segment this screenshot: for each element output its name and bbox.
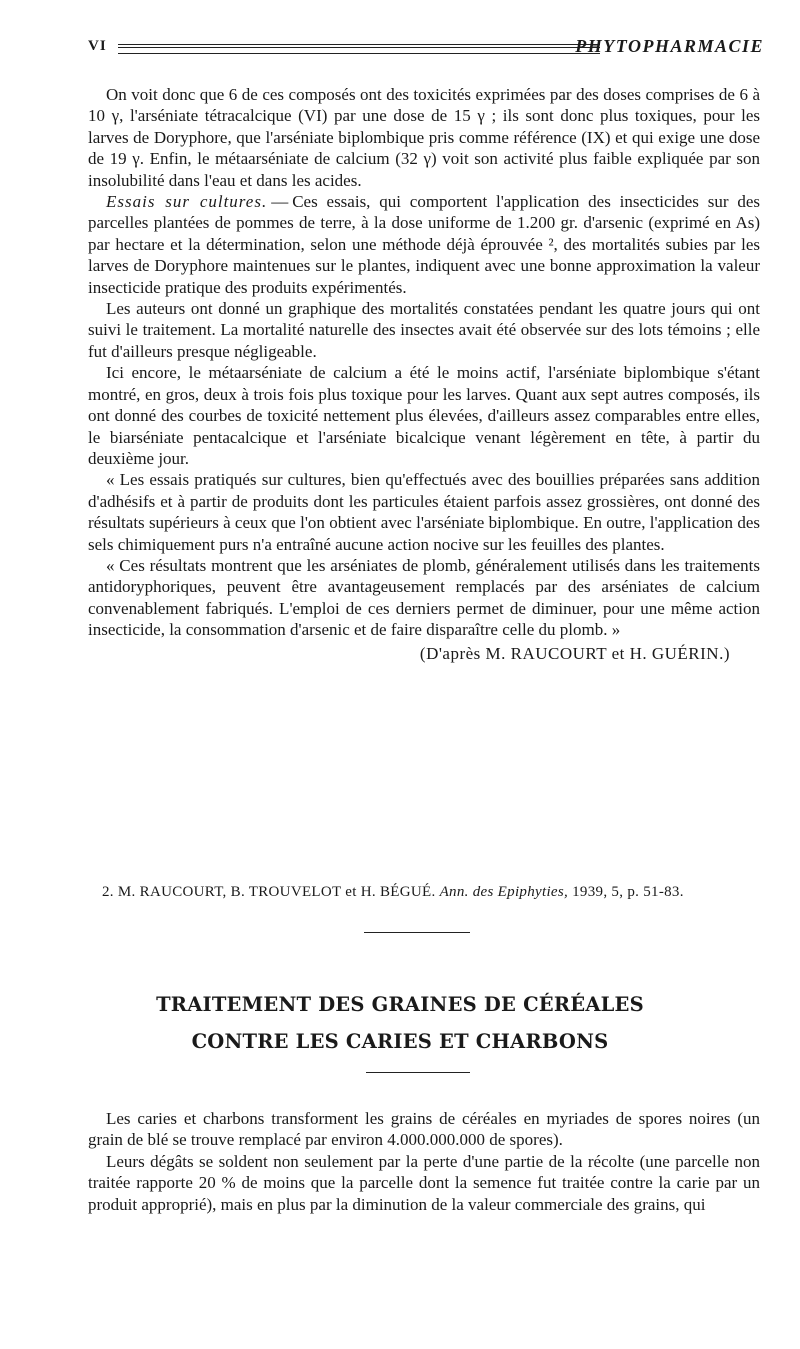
title-underline xyxy=(366,1072,470,1073)
paragraph xyxy=(88,191,760,298)
quoted-paragraph: « Les essais pratiqués sur cultures, bien qu'effectués avec des bouillies préparées sans addition d'adhésifs et à partir de produits dont les particules étaient parfois assez grossières, ont donné des résultats supérieurs à ceux que l'on obtient avec l'arséniate biplombique. En outre, l'application des sels chimiquement purs n'a entraîné aucune action nocive sur les feuilles des plantes. xyxy=(88,470,760,554)
section-divider xyxy=(364,932,470,933)
paragraph: Ici encore, le métaarséniate de calcium a été le moins actif, l'arséniate biplombique s'étant montré, en gros, deux à trois fois plus toxique pour les larves. Quant aux sept autres composés, ils ont donné des courbes de toxicité nettement plus élevées, d'ailleurs assez comparables entre elles, le biarséniate pentacalcique et l'arséniate bicalcique venant légèrement en tête, à partir du deuxième jour. xyxy=(88,363,760,468)
paragraph: Leurs dégâts se soldent non seulement par la perte d'une partie de la récolte (une parcelle non traitée rapporte 20 % de moins que la parcelle dont la semence fut traitée contre la carie par un produit approprié), mais en plus par la diminution de la valeur commerciale des grains, qui xyxy=(88,1151,760,1214)
running-header xyxy=(88,36,764,60)
attribution: (D'après M. RAUCOURT et H. GUÉRIN.) xyxy=(419,643,730,663)
paragraph: On voit donc que 6 de ces composés ont des toxicités exprimées par des doses comprises de 6 à 10 γ, l'arséniate tétracalcique (VI) par une dose de 15 γ ; ils sont donc plus toxiques, pour les larves de Doryphore, que l'arséniate biplombique pris comme référence (IX) et qui exige une dose de 19 γ. Enfin, le métaarséniate de calcium (32 γ) voit son activité plus faible expliquée par son insolubilité dans l'eau et dans les acides. xyxy=(88,85,760,190)
paragraph: Les caries et charbons transforment les grains de céréales en myriades de spores noires (un grain de blé se trouve remplacé par environ 4.000.000.000 de spores). xyxy=(88,1109,760,1150)
footnote-marker: 2. xyxy=(102,884,114,900)
footnote xyxy=(88,882,760,902)
section-body xyxy=(88,1108,760,1215)
footnote-journal: Ann. des Epiphyties, xyxy=(439,884,569,900)
footnote-authors: M. RAUCOURT, B. TROUVELOT et H. BÉGUÉ. xyxy=(117,884,436,900)
page-folio: VI xyxy=(88,38,107,54)
em-dash: — xyxy=(271,192,289,212)
header-rule xyxy=(118,44,600,54)
footnote-details: 1939, 5, p. 51-83. xyxy=(572,884,684,900)
quoted-paragraph: « Ces résultats montrent que les arséniates de plomb, généralement utilisés dans les traitements antidoryphoriques, peuvent être avantageusement remplacés par des arséniates de calcium convenablement fabriqués. L'emploi de ces derniers permet de diminuer, pour une même action insecticide, la consommation d'arsenic et de faire disparaître celle du plomb. » xyxy=(88,555,760,640)
article-body xyxy=(88,84,760,665)
section-title-line: TRAITEMENT DES GRAINES DE CÉRÉALES xyxy=(156,993,644,1016)
paragraph-text: Ces essais, qui comportent l'application des insecticides sur des parcelles plantées de pommes de terre, à la dose uniforme de 1.200 gr. d'arsenic (exprimé en As) par hectare et la détermination, selon une méthode déjà éprouvée ², des mortalités subies par les larves de Doryphore maintenues sur le plantes, indiquent avec une bonne approximation la valeur insecticide pratique des produits expérimentés. xyxy=(88,192,760,297)
subsection-lead-in: Essais sur cultures. xyxy=(106,192,268,212)
section-title-line: CONTRE LES CARIES ET CHARBONS xyxy=(191,1030,609,1053)
running-title: PHYTOPHARMACIE xyxy=(575,36,764,56)
paragraph: Les auteurs ont donné un graphique des mortalités constatées pendant les quatre jours qui ont suivi le traitement. La mortalité naturelle des insectes avait été observée sur des lots témoins ; elle fut d'ailleurs presque négligeable. xyxy=(88,299,760,361)
section-title xyxy=(60,986,740,1060)
